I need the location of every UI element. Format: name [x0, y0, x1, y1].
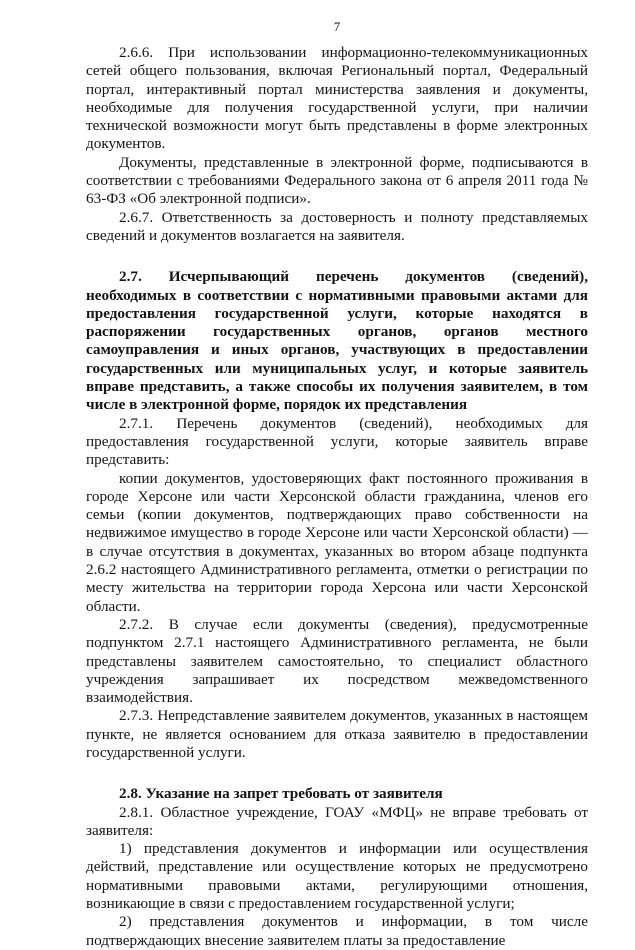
paragraph-electronic-signature: Документы, представленные в электронной форме, подписываются в соответствии с требованиями Федерального закона от 6 апреля 2011 года № 63-ФЗ «Об электронной подписи».	[86, 153, 588, 208]
paragraph-2-8-1: 2.8.1. Областное учреждение, ГОАУ «МФЦ» не вправе требовать от заявителя:	[86, 803, 588, 839]
list-item-1: 1) представления документов и информации или осуществления действий, представление или осуществление которых не предусмотрено нормативными правовыми актами, регулирующими отношения, возникающие в связи с предоставлением государственной услуги;	[86, 840, 588, 913]
paragraph-2-6-7: 2.6.7. Ответственность за достоверность и полноту представляемых сведений и документов возлагается на заявителя.	[86, 208, 588, 244]
paragraph-2-7-2: 2.7.2. В случае если документы (сведения), предусмотренные подпунктом 2.7.1 настоящего Административного регламента, не были представлены заявителем самостоятельно, то специалист областного учреждения запрашивает их посредством межведомственного взаимодействия.	[86, 615, 588, 707]
paragraph-copies-of-documents: копии документов, удостоверяющих факт постоянного проживания в городе Херсоне или части Херсонской области гражданина, членов его семьи (копии документов, подтверждающих право собственности на недвижимое имущество в городе Херсоне или части Херсонской области) — в случае отсутствия в документах, указанных во втором абзаце подпункта 2.6.2 настоящего Административного регламента, отметки о регистрации по месту жительства на территории города Херсона или части Херсонской области.	[86, 469, 588, 615]
section-gap	[86, 245, 588, 268]
heading-2-7: 2.7. Исчерпывающий перечень документов (сведений), необходимых в соответствии с нормативными правовыми актами для предоставления государственной услуги, которые находятся в распоряжении государственных органов, органов местного самоуправления и иных органов, участвующих в предоставлении государственных или муниципальных услуг, и которые заявитель вправе представить, а также способы их получения заявителем, в том числе в электронной форме, порядок их представления	[86, 268, 588, 414]
page-number: 7	[333, 19, 341, 34]
document-page	[86, 0, 588, 949]
paragraph-2-6-6: 2.6.6. При использовании информационно-телекоммуникационных сетей общего пользования, включая Региональный портал, Федеральный портал, интерактивный портал министерства заявления и документы, необходимые для получения государственной услуги, при наличии технической возможности могут быть представлены в форме электронных документов.	[86, 44, 588, 153]
paragraph-2-7-3: 2.7.3. Непредставление заявителем документов, указанных в настоящем пункте, не является основанием для отказа заявителю в предоставлении государственной услуги.	[86, 707, 588, 761]
document-body	[86, 44, 588, 950]
paragraph-2-7-1: 2.7.1. Перечень документов (сведений), необходимых для предоставления государственной услуги, которые заявитель вправе представить:	[86, 414, 588, 469]
heading-2-8: 2.8. Указание на запрет требовать от заявителя	[119, 785, 443, 803]
list-item-2: 2) представления документов и информации, в том числе подтверждающих внесение заявителем платы за предоставление	[86, 913, 588, 949]
section-gap	[86, 762, 588, 785]
